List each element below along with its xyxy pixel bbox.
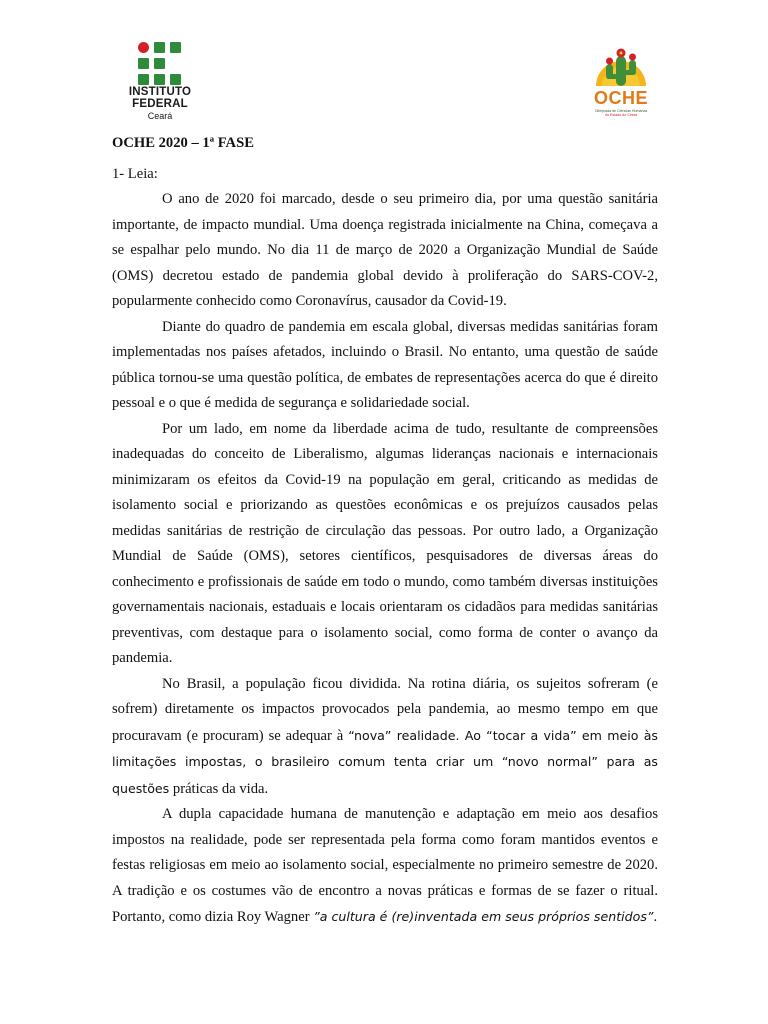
paragraph-4-part-3: práticas da vida. xyxy=(172,780,269,797)
oche-logo-subtitle: Olimpíada de Ciências Humanas xyxy=(594,109,648,113)
instituto-federal-logo xyxy=(120,42,200,122)
paragraph-3: Por um lado, em nome da liberdade acima de tudo, resultante de compreensões inadequadas do conceito de Liberalismo, algumas lideranças nacionais e internacionais minimizaram os efeitos da Covid-19 na população em geral, criticando as medidas de isolamento social e priorizando as questões econômicas e os prejuízos causados pelas medidas sanitárias de restrição de circulação das pessoas. Por outro lado, a Organização Mundial de Saúde (OMS), setores científicos, pesquisadores de diversas áreas do conhecimento e profissionais de saúde em todo o mundo, como também diversas instituições governamentais nacionais, estaduais e locais orientaram os cidadãos para medidas sanitárias preventivas, com destaque para o isolamento social, como forma de conter o avanço da pandemia. xyxy=(112,420,658,666)
paragraph-5-quote: ”a cultura é (re)inventada em seus próprios sentidos” xyxy=(313,909,654,924)
exam-title: OCHE 2020 – 1ª FASE xyxy=(112,135,254,151)
oche-cactus-sun-icon xyxy=(592,42,650,88)
document-body xyxy=(112,131,658,931)
if-logo-line3: Ceará xyxy=(147,111,173,121)
if-logo-line1: INSTITUTO xyxy=(128,86,192,98)
paragraph-4-part-1: No Brasil, a população ficou dividida. Na rotina diária, os sujeitos sofreram (e sofrem) diretamente os impactos provocados pela pandemia, ao mesmo tempo em que procuravam (e procuram) se adequar à xyxy=(112,675,658,744)
paragraph-5-text: A dupla capacidade humana de manutenção e adaptação em meio aos desafios impostos na realidade, pode ser representada pela forma como foram mantidos eventos e festas religiosas em meio ao isolamento social, especialmente no primeiro semestre de 2020. A tradição e os costumes vão de encontro a novas práticas e formas de se fazer o ritual. Portanto, como dizia Roy Wagner xyxy=(112,806,658,925)
paragraph-5 xyxy=(112,802,658,931)
question-label: 1- Leia: xyxy=(112,165,158,182)
paragraph-4 xyxy=(112,672,658,803)
paragraph-4-part-2: “nova” realidade. Ao “tocar a vida” em meio às limitações impostas, o brasileiro comum tenta criar um “novo normal” para as questões xyxy=(112,727,658,796)
paragraph-2: Diante do quadro de pandemia em escala global, diversas medidas sanitárias foram implementadas nos países afetados, incluindo o Brasil. No entanto, uma questão de saúde pública tornou-se uma questão política, de embates de representações acerca do que é direito pessoal e o que é medida de segurança e solidariedade social. xyxy=(112,318,658,411)
oche-logo xyxy=(588,42,654,118)
paragraph-5-end: . xyxy=(653,909,658,925)
paragraph-1: O ano de 2020 foi marcado, desde o seu primeiro dia, por uma questão sanitária importante, de impacto mundial. Uma doença registrada inicialmente na China, começava a se espalhar pelo mundo. No dia 11 de março de 2020 a Organização Mundial de Saúde (OMS) decretou estado de pandemia global devido à proliferação do SARS-COV-2, popularmente conhecido como Coronavírus, causador da Covid-19. xyxy=(112,191,658,309)
if-logo-line2: FEDERAL xyxy=(132,98,188,110)
oche-logo-word: OCHE xyxy=(593,88,648,108)
if-logo-grid-icon xyxy=(138,42,182,86)
oche-logo-subtitle-2: do Estado do Ceará xyxy=(605,113,637,117)
